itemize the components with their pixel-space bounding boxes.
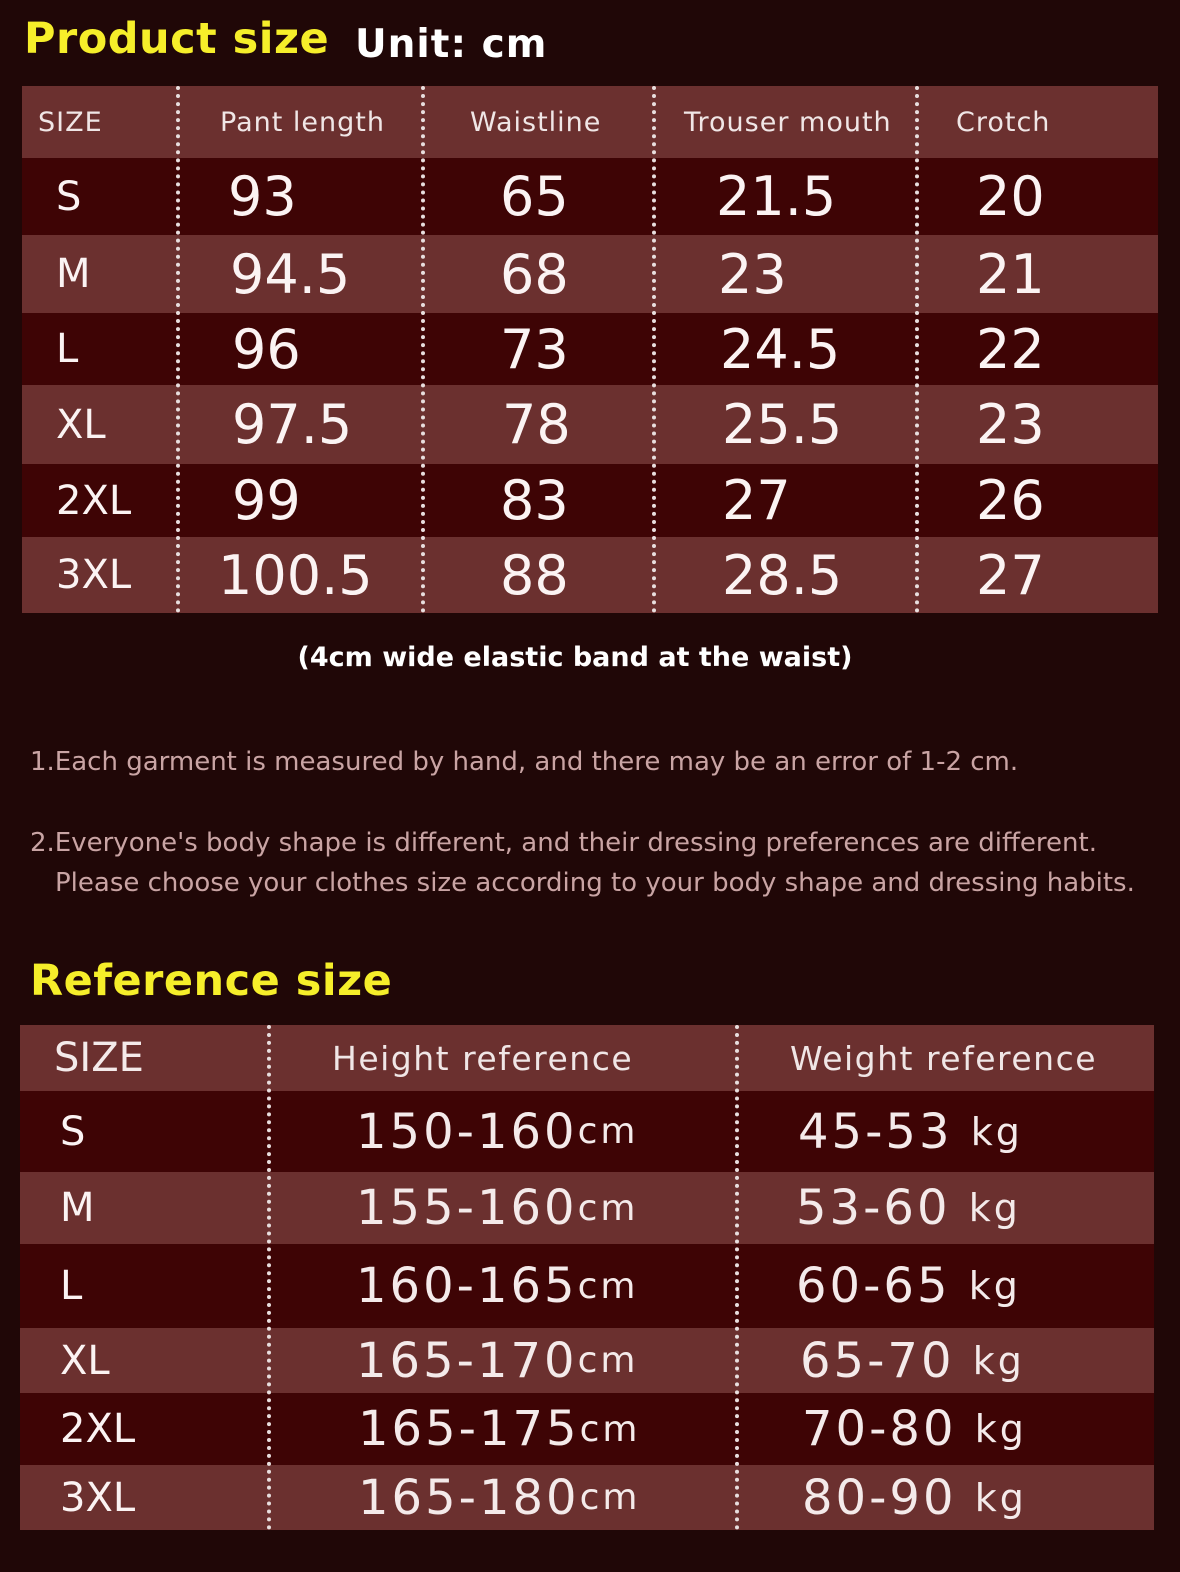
height-value: 165-175 [358,1401,580,1457]
table-row [22,235,1158,313]
table-row [20,1465,1154,1530]
weight-cell [800,1328,1025,1393]
height-cell [356,1172,638,1244]
weight-unit: kg [968,1264,1021,1308]
column-header-size: SIZE [54,1035,144,1081]
reference-table-header [20,1025,1154,1091]
height-value: 160-165 [356,1258,578,1314]
size-cell: 3XL [60,1474,136,1521]
weight-value: 60-65 [796,1258,951,1314]
crotch-cell: 23 [976,393,1045,456]
waistline-cell: 73 [500,317,569,381]
trouser-mouth-cell: 25.5 [722,393,843,456]
size-cell: S [60,1108,86,1155]
waistline-cell: 88 [500,543,569,607]
crotch-cell: 26 [976,469,1045,532]
column-header-height-reference: Height reference [332,1038,634,1078]
weight-value: 80-90 [802,1469,957,1526]
height-unit: cm [577,1265,639,1307]
column-separator [652,86,656,613]
pant-length-cell: 94.5 [230,242,351,306]
waistline-cell: 65 [500,165,569,228]
crotch-cell: 20 [976,165,1045,228]
weight-cell [802,1393,1027,1465]
size-cell: L [60,1263,83,1309]
height-unit: cm [577,1340,639,1381]
weight-cell [796,1244,1021,1328]
height-unit: cm [577,1111,639,1152]
product-table-header [22,86,1158,158]
size-cell: 3XL [56,552,132,598]
table-row [20,1244,1154,1328]
column-separator [421,86,425,613]
weight-value: 53-60 [796,1180,951,1236]
trouser-mouth-cell: 28.5 [722,543,843,607]
size-cell: XL [56,401,106,448]
table-row [22,464,1158,537]
column-header-trouser-mouth: Trouser mouth [684,106,892,138]
height-value: 150-160 [356,1103,578,1160]
pant-length-cell: 99 [232,469,301,532]
height-cell [356,1328,638,1393]
crotch-cell: 21 [976,242,1045,306]
column-header-crotch: Crotch [956,106,1051,138]
table-row [20,1328,1154,1393]
unit-label: Unit: cm [355,22,548,67]
crotch-cell: 27 [976,543,1045,607]
waistline-cell: 78 [502,393,571,456]
product-size-title: Product size [24,14,330,64]
pant-length-cell: 93 [228,165,297,228]
trouser-mouth-cell: 27 [722,469,791,532]
weight-unit: kg [968,1186,1021,1230]
size-cell: M [56,251,91,297]
height-value: 155-160 [356,1180,578,1236]
table-row [20,1393,1154,1465]
height-unit: cm [577,1187,639,1229]
reference-size-title: Reference size [30,956,393,1006]
table-row [22,385,1158,464]
weight-unit: kg [970,1109,1023,1154]
table-row [22,313,1158,385]
height-unit: cm [579,1408,641,1450]
pant-length-cell: 96 [232,317,301,381]
measurement-note-2-line-1: 2.Everyone's body shape is different, and their dressing preferences are different. [30,828,1097,858]
weight-value: 70-80 [802,1401,957,1457]
column-header-waistline: Waistline [470,106,602,138]
weight-cell [802,1465,1027,1530]
waistline-cell: 68 [500,242,569,306]
elastic-band-note: (4cm wide elastic band at the waist) [297,642,853,673]
weight-unit: kg [974,1407,1027,1451]
size-cell: S [56,173,82,220]
column-header-weight-reference: Weight reference [790,1038,1098,1078]
height-cell [358,1393,640,1465]
column-separator [176,86,180,613]
height-cell [356,1091,638,1172]
trouser-mouth-cell: 21.5 [716,165,837,228]
crotch-cell: 22 [976,317,1045,381]
height-unit: cm [579,1477,641,1518]
weight-unit: kg [972,1338,1025,1383]
table-row [20,1091,1154,1172]
trouser-mouth-cell: 24.5 [720,317,841,381]
size-cell: XL [60,1337,110,1384]
weight-unit: kg [974,1475,1027,1520]
measurement-note-1: 1.Each garment is measured by hand, and there may be an error of 1-2 cm. [30,747,1019,777]
trouser-mouth-cell: 23 [718,242,787,306]
column-header-pant-length: Pant length [220,106,385,138]
height-cell [358,1465,640,1530]
column-header-size: SIZE [38,106,103,138]
size-cell: L [56,326,79,372]
pant-length-cell: 97.5 [232,393,353,456]
weight-value: 65-70 [800,1332,955,1389]
column-separator [735,1025,739,1530]
column-separator [915,86,919,613]
pant-length-cell: 100.5 [218,543,373,607]
measurement-note-2-line-2: Please choose your clothes size according to your body shape and dressing habits. [55,868,1135,898]
table-row [22,537,1158,613]
size-cell: 2XL [56,477,132,524]
weight-cell [796,1172,1021,1244]
height-cell [356,1244,638,1328]
weight-value: 45-53 [798,1103,953,1160]
weight-cell [798,1091,1023,1172]
height-value: 165-180 [358,1469,580,1526]
height-value: 165-170 [356,1332,578,1389]
waistline-cell: 83 [500,469,569,532]
size-cell: M [60,1185,95,1231]
column-separator [267,1025,271,1530]
table-row [22,158,1158,235]
size-cell: 2XL [60,1406,136,1452]
table-row [20,1172,1154,1244]
